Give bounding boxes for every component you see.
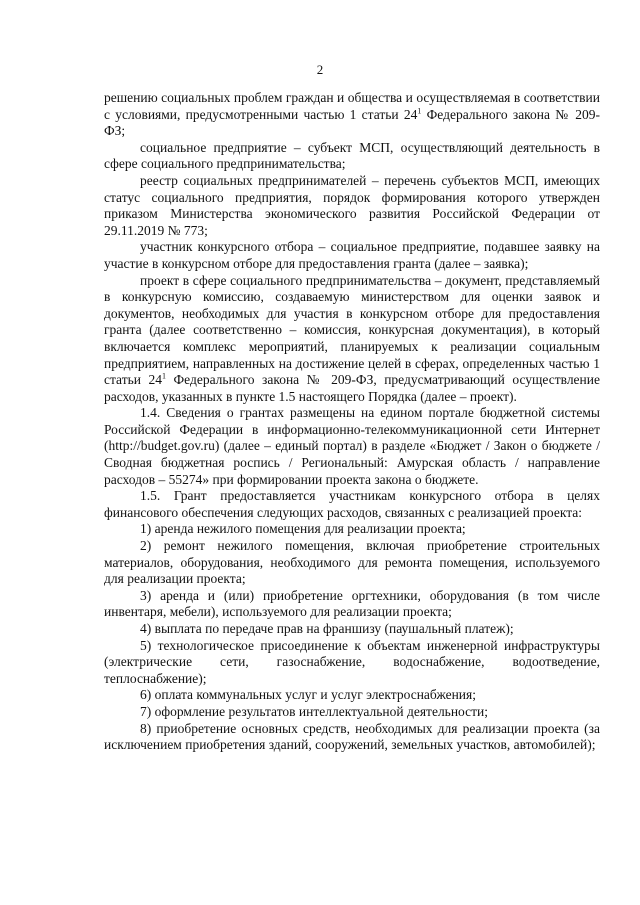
- list-item-text: 8) приобретение основных средств, необходимых для реализации проекта (за исключением приобретения зданий, сооружений, земельных участков, автомобилей);: [104, 720, 600, 753]
- paragraph-text: реестр социальных предпринимателей – перечень субъектов МСП, имеющих статус социального предприятия, порядок формирования которого утвержден приказом Министерства экономического развития Российской Федерации от 29.11.2019 № 773;: [104, 172, 600, 238]
- paragraph-text-cont: Федерального закона № 209-ФЗ;: [104, 106, 600, 139]
- list-item: [104, 538, 600, 588]
- paragraph-text: 1.5. Грант предоставляется участникам конкурсного отбора в целях финансового обеспечения следующих расходов, связанных с реализацией проекта:: [104, 488, 600, 520]
- list-item: [104, 588, 600, 621]
- list-item-text: 3) аренда и (или) приобретение оргтехники, оборудования (в том числе инвентаря, мебели), используемого для реализации проекта;: [104, 587, 600, 620]
- paragraph-text: участник конкурсного отбора – социальное предприятие, подавшее заявку на участие в конкурсном отборе для предоставления гранта (далее – заявка);: [104, 239, 600, 271]
- paragraph: [104, 405, 600, 488]
- list-item-text: 1) аренда нежилого помещения для реализации проекта;: [140, 521, 466, 537]
- list-item: [104, 521, 600, 538]
- list-item: [104, 687, 600, 704]
- body-text: [104, 90, 600, 754]
- paragraph: [104, 140, 600, 173]
- superscript: 1: [417, 106, 422, 116]
- list-item-text: 4) выплата по передаче прав на франшизу (паушальный платеж);: [140, 621, 514, 636]
- list-item-text: 2) ремонт нежилого помещения, включая приобретение строительных материалов, оборудования, необходимого для ремонта помещения, используемого для реализации проекта;: [104, 538, 600, 587]
- page-number: 2: [316, 62, 324, 77]
- paragraph: [104, 488, 600, 521]
- paragraph: [104, 239, 600, 272]
- paragraph-text-cont: Федерального закона № 209-ФЗ, предусматривающий осуществление расходов, указанных в пункте 1.5 настоящего Порядка (далее – проект).: [104, 372, 600, 404]
- list-item: [104, 638, 600, 688]
- list-item-text: 7) оформление результатов интеллектуальной деятельности;: [140, 703, 489, 719]
- list-item-text: 5) технологическое присоединение к объектам инженерной инфраструктуры (электрические сети, газоснабжение, водоснабжение, водоотведение, теплоснабжение);: [104, 637, 600, 686]
- list-item: [104, 621, 600, 638]
- superscript: 1: [161, 371, 166, 381]
- paragraph-text: решению социальных проблем граждан и общества и осуществляемая в соответствии с условиями, предусмотренными частью 1 статьи 24: [104, 90, 600, 122]
- paragraph: [104, 273, 600, 406]
- paragraph-text: социальное предприятие – субъект МСП, осуществляющий деятельность в сфере социального предпринимательства;: [104, 139, 600, 172]
- paragraph: [104, 90, 600, 140]
- list-item: [104, 721, 600, 754]
- paragraph-text: 1.4. Сведения о грантах размещены на едином портале бюджетной системы Российской Федерации в информационно-телекоммуникационной сети Интернет (http://budget.gov.ru) (далее – единый портал) в разделе «Бюджет / Закон о бюджете / Сводная бюджетная роспись / Региональный: Амурская область / направление расходов – 55274» при формировании проекта закона о бюджете.: [104, 405, 600, 487]
- list-item-text: 6) оплата коммунальных услуг и услуг электроснабжения;: [140, 687, 476, 703]
- paragraph-text: проект в сфере социального предпринимательства – документ, представляемый в конкурсную комиссию, создаваемую министерством для оценки заявок и документов, необходимых для участия в конкурсном отборе для предоставления гранта (далее соответственно – комиссия, конкурсная документация), в который включается комплекс мероприятий, планируемых к реализации социальным предприятием, направленных на достижение целей в сферах, определенных частью 1 статьи 24: [104, 272, 600, 388]
- list-item: [104, 704, 600, 721]
- paragraph: [104, 173, 600, 239]
